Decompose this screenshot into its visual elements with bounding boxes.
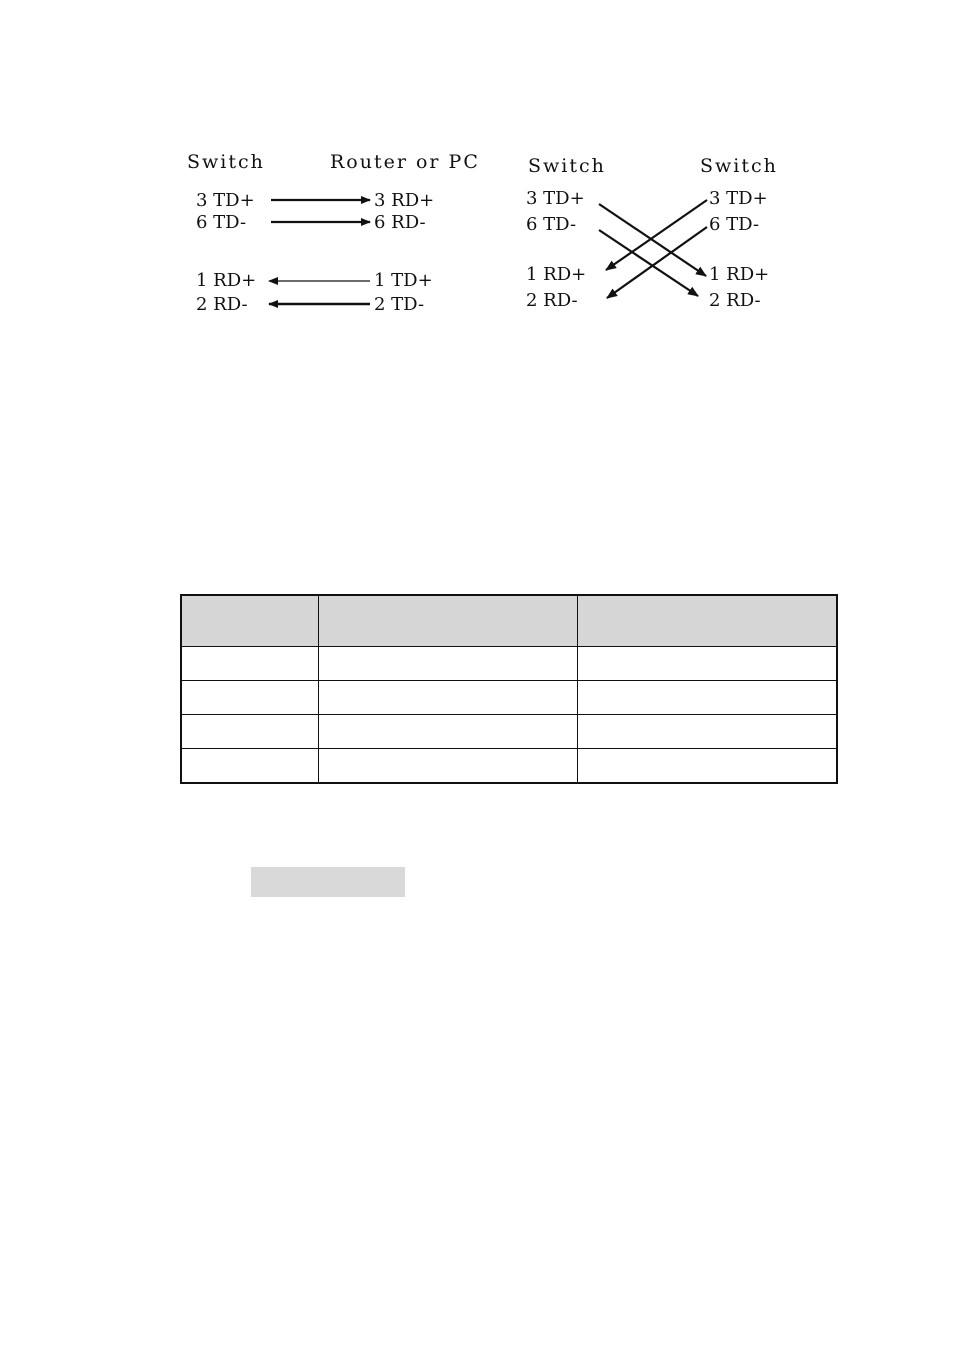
- straight-left-pin-1: 3 TD+: [196, 190, 255, 211]
- crossover-left-pin-2: 6 TD-: [526, 214, 577, 235]
- straight-left-pin-3: 1 RD+: [196, 270, 257, 291]
- spec-table: [180, 594, 838, 784]
- table-cell: [318, 715, 577, 749]
- straight-right-title: Router or PC: [330, 151, 480, 173]
- crossover-right-pin-3: 1 RD+: [709, 264, 770, 285]
- crossover-right-pin-2: 6 TD-: [709, 214, 760, 235]
- highlight-box: [251, 867, 405, 897]
- table-header-cell: [181, 595, 318, 647]
- straight-right-pin-3: 1 TD+: [374, 270, 433, 291]
- table-cell: [318, 681, 577, 715]
- crossover-wire-3: [606, 200, 707, 270]
- table-cell: [181, 681, 318, 715]
- table-row: [181, 647, 837, 681]
- table-cell: [577, 681, 837, 715]
- table-cell: [577, 749, 837, 784]
- crossover-left-pin-1: 3 TD+: [526, 188, 585, 209]
- table-row: [181, 715, 837, 749]
- crossover-left-pin-3: 1 RD+: [526, 264, 587, 285]
- table-cell: [318, 647, 577, 681]
- table-cell: [318, 749, 577, 784]
- table-row: [181, 749, 837, 784]
- table-cell: [181, 647, 318, 681]
- table-cell: [577, 715, 837, 749]
- straight-right-pin-2: 6 RD-: [374, 212, 426, 233]
- straight-right-pin-4: 2 TD-: [374, 294, 425, 315]
- straight-left-pin-4: 2 RD-: [196, 294, 248, 315]
- table-row: [181, 681, 837, 715]
- table-header-cell: [318, 595, 577, 647]
- table-header-cell: [577, 595, 837, 647]
- straight-left-title: Switch: [187, 151, 265, 173]
- straight-right-pin-1: 3 RD+: [374, 190, 435, 211]
- table-header-row: [181, 595, 837, 647]
- straight-through-diagram: [180, 140, 500, 320]
- crossover-left-pin-4: 2 RD-: [526, 290, 578, 311]
- straight-left-pin-2: 6 TD-: [196, 212, 247, 233]
- crossover-right-pin-4: 2 RD-: [709, 290, 761, 311]
- table-cell: [577, 647, 837, 681]
- table-cell: [181, 715, 318, 749]
- crossover-diagram: [515, 140, 805, 320]
- crossover-right-title: Switch: [700, 155, 778, 177]
- crossover-left-title: Switch: [528, 155, 606, 177]
- crossover-right-pin-1: 3 TD+: [709, 188, 768, 209]
- table-cell: [181, 749, 318, 784]
- crossover-wire-4: [607, 227, 707, 298]
